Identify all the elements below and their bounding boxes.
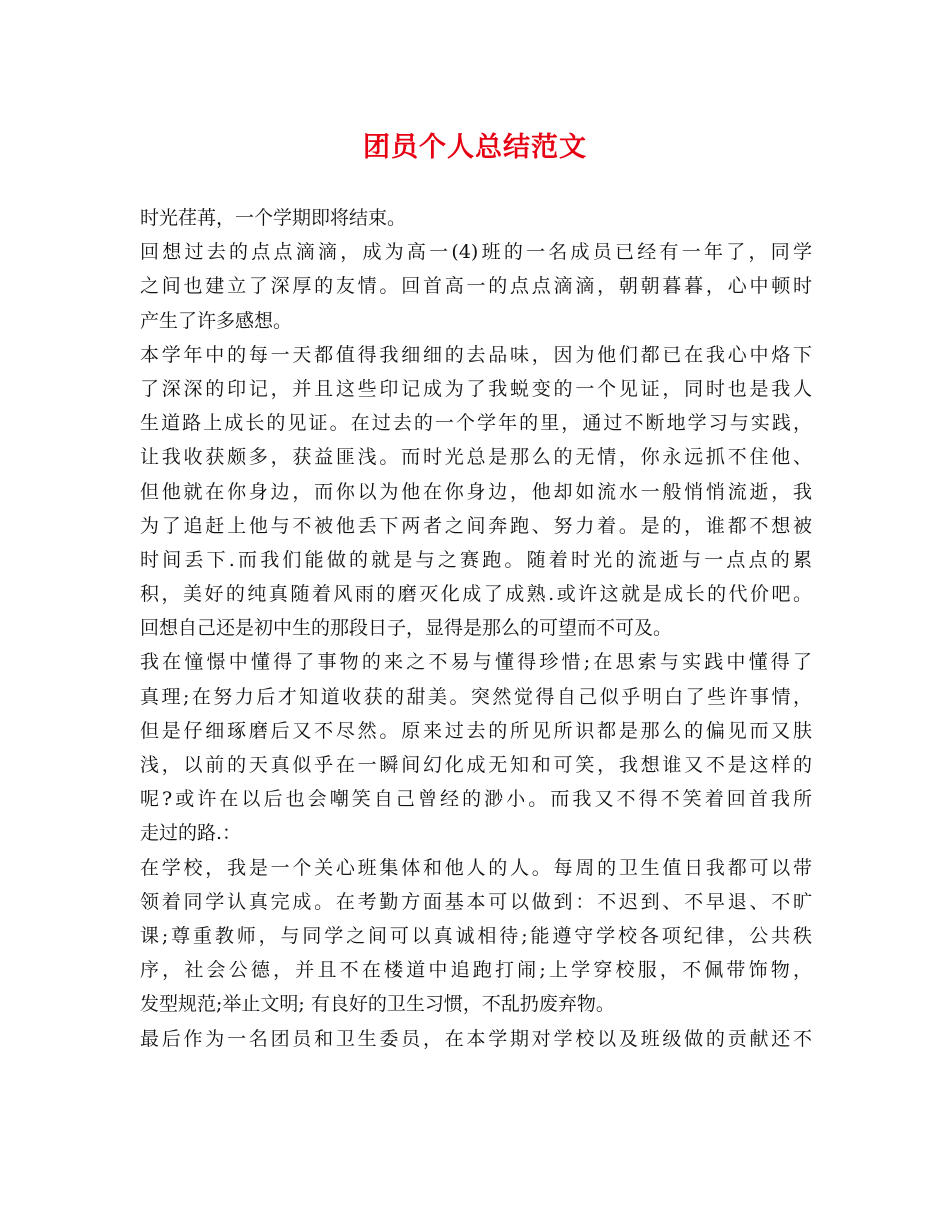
body-line: 但是仔细琢磨后又不尽然。原来过去的所见所识都是那么的偏见而又肤 <box>140 719 812 742</box>
body-line: 领着同学认真完成。在考勤方面基本可以做到：不迟到、不早退、不旷 <box>140 890 812 913</box>
body-line: 课;尊重教师，与同学之间可以真诚相待;能遵守学校各项纪律，公共秩 <box>140 924 812 947</box>
body-line: 走过的路.： <box>140 822 242 845</box>
body-line: 之间也建立了深厚的友情。回首高一的点点滴滴，朝朝暮暮，心中顿时 <box>140 275 812 298</box>
body-line: 呢?或许在以后也会嘲笑自己曾经的渺小。而我又不得不笑着回首我所 <box>140 788 812 811</box>
body-line: 了深深的印记，并且这些印记成为了我蜕变的一个见证，同时也是我人 <box>140 377 812 400</box>
body-line: 回想过去的点点滴滴，成为高一(4)班的一名成员已经有一年了，同学 <box>140 241 812 264</box>
body-line: 积，美好的纯真随着风雨的磨灭化成了成熟.或许这就是成长的代价吧。 <box>140 583 812 606</box>
body-line: 但他就在你身边，而你以为他在你身边，他却如流水一般悄悄流逝，我 <box>140 480 812 503</box>
document-body <box>140 201 812 1056</box>
body-line: 产生了许多感想。 <box>140 309 293 332</box>
body-line: 时光荏苒，一个学期即将结束。 <box>140 207 407 229</box>
body-line: 在学校，我是一个关心班集体和他人的人。每周的卫生值日我都可以带 <box>140 856 812 879</box>
body-line: 回想自己还是初中生的那段日子，显得是那么的可望而不可及。 <box>140 617 673 640</box>
body-line: 生道路上成长的见证。在过去的一个学年的里，通过不断地学习与实践， <box>140 412 812 435</box>
body-line: 真理;在努力后才知道收获的甜美。突然觉得自己似乎明白了些许事情， <box>140 685 812 708</box>
body-line: 为了追赶上他与不被他丢下两者之间奔跑、努力着。是的，谁都不想被 <box>140 514 812 537</box>
body-line: 序，社会公德，并且不在楼道中追跑打闹;上学穿校服，不佩带饰物， <box>140 959 812 982</box>
body-line: 浅，以前的天真似乎在一瞬间幻化成无知和可笑，我想谁又不是这样的 <box>140 754 812 776</box>
body-line: 最后作为一名团员和卫生委员，在本学期对学校以及班级做的贡献还不 <box>140 1027 812 1050</box>
body-line: 发型规范;举止文明; 有良好的卫生习惯，不乱扔废弃物。 <box>140 993 615 1016</box>
body-line: 我在憧憬中懂得了事物的来之不易与懂得珍惜;在思索与实践中懂得了 <box>140 651 812 674</box>
body-line: 本学年中的每一天都值得我细细的去品味，因为他们都已在我心中烙下 <box>140 343 812 366</box>
document-title: 团员个人总结范文 <box>363 132 587 163</box>
body-line: 时间丢下.而我们能做的就是与之赛跑。随着时光的流逝与一点点的累 <box>140 548 812 571</box>
body-line: 让我收获颇多，获益匪浅。而时光总是那么的无情，你永远抓不住他、 <box>140 446 812 469</box>
